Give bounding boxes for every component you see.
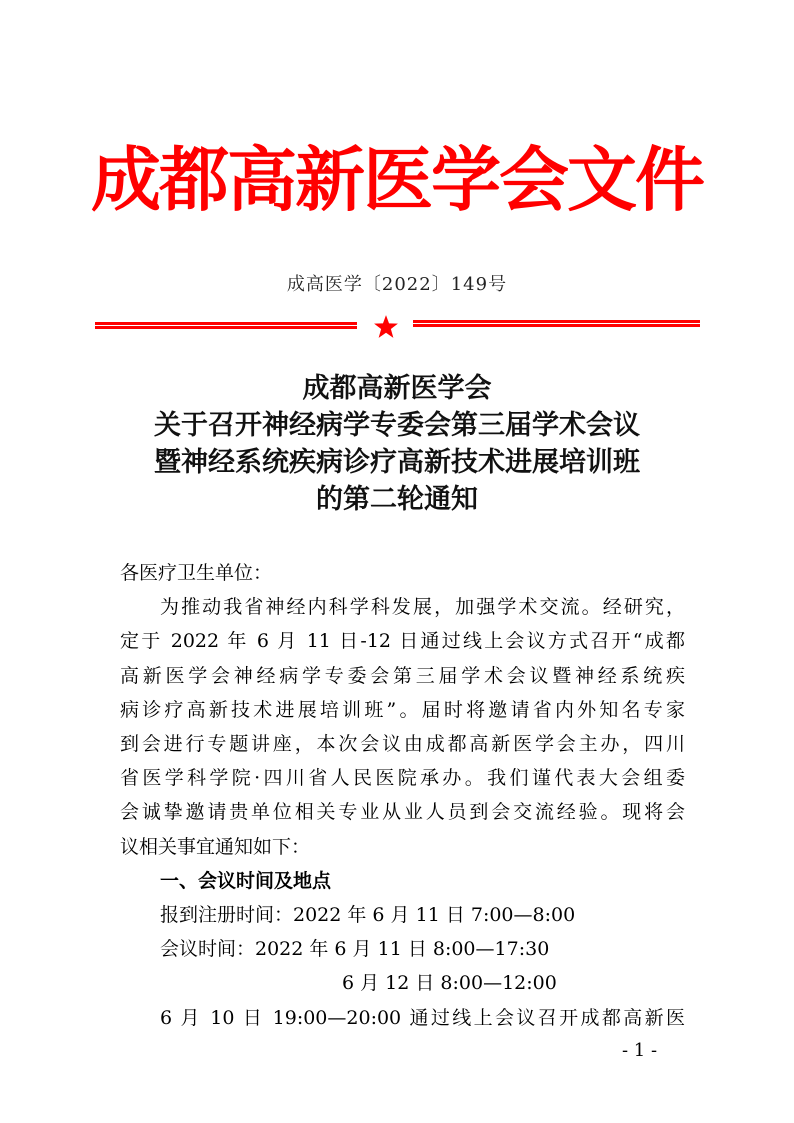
notice-title [0, 370, 794, 518]
meeting-time-day2: 6 月 12 日 8:00—12:00 [342, 972, 557, 995]
document-number: 成高医学〔2022〕149号 [286, 274, 508, 295]
paragraph-line: 会诚挚邀请贵单位相关专业从业人员到会交流经验。现将会 [120, 801, 685, 824]
salutation: 各医疗卫生单位： [120, 562, 273, 584]
star-icon [373, 314, 399, 340]
title-line: 暨神经系统疾病诊疗高新技术进展培训班 [154, 447, 640, 478]
paragraph-line: 病诊疗高新技术进展培训班”。届时将邀请省内外知名专家 [120, 698, 685, 721]
paragraph-line: 省医学科学院·四川省人民医院承办。我们谨代表大会组委 [120, 767, 685, 790]
red-divider-left [95, 322, 357, 328]
paragraph-line: 议相关事宜通知如下： [120, 835, 311, 858]
paragraph-line: 定于 2022 年 6 月 11 日-12 日通过线上会议方式召开“成都 [120, 630, 685, 653]
title-line: 关于召开神经病学专委会第三届学术会议 [154, 410, 640, 441]
paragraph-line: 为推动我省神经内科学科发展，加强学术交流。经研究， [160, 596, 685, 619]
section-heading: 一、会议时间及地点 [160, 869, 332, 892]
title-line: 的第二轮通知 [316, 484, 478, 515]
paragraph-line: 到会进行专题讲座，本次会议由成都高新医学会主办，四川 [120, 733, 685, 756]
pre-meeting-line: 6 月 10 日 19:00—20:00 通过线上会议召开成都高新医 [160, 1006, 685, 1029]
document-masthead: 成都高新医学会文件 [91, 138, 703, 221]
red-divider-right [413, 320, 700, 326]
paragraph-line: 高新医学会神经病学专委会第三届学术会议暨神经系统疾 [120, 664, 685, 687]
meeting-time-day1: 会议时间：2022 年 6 月 11 日 8:00—17:30 [160, 938, 550, 961]
page-number: - 1 - [622, 1040, 658, 1061]
title-line: 成都高新医学会 [302, 373, 492, 404]
registration-time: 报到注册时间：2022 年 6 月 11 日 7:00—8:00 [160, 904, 576, 927]
notice-body [120, 556, 685, 1035]
